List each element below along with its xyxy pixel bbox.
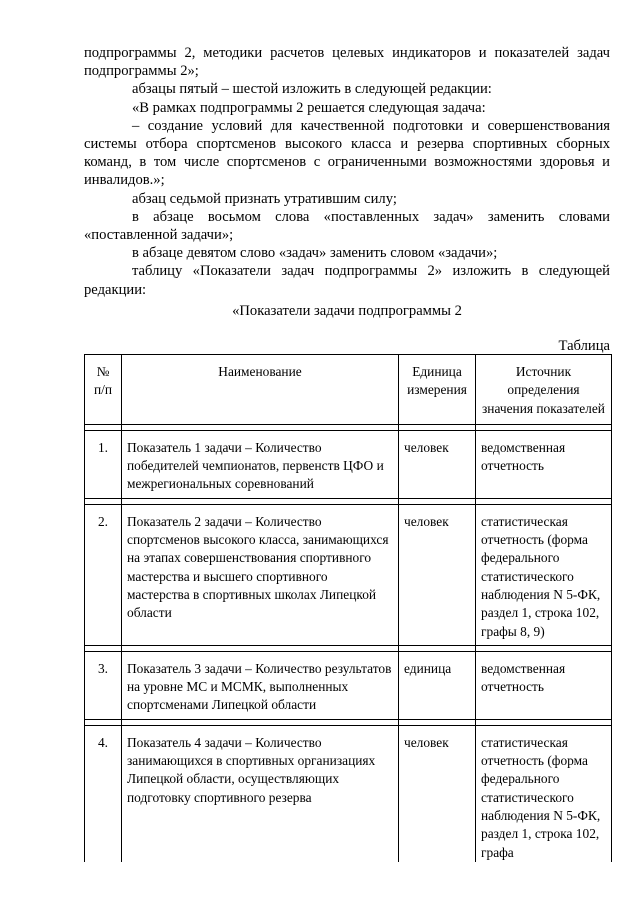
table-header-row [85,355,612,425]
row-source: ведомственная отчетность [476,430,612,498]
header-unit: Единица измерения [399,355,476,425]
table-row [85,430,612,498]
row-name: Показатель 4 задачи – Количество занимающихся в спортивных организациях Липецкой области, осуществляющих подготовку спортивного резерва [122,725,399,862]
row-source: статистическая отчетность (форма федерального статистического наблюдения N 5-ФК, раздел 1, строка 102, графы 8, 9) [476,504,612,645]
row-unit: человек [399,430,476,498]
row-source: ведомственная отчетность [476,651,612,719]
table-title: «Показатели задачи подпрограммы 2 [232,302,462,319]
table-row [85,651,612,719]
table-row [85,504,612,645]
paragraph-amendment-8: в абзаце восьмом слова «поставленных задач» заменить словами «поставленной задачи»; [84,208,610,244]
indicators-table [84,354,612,862]
header-name: Наименование [122,355,399,425]
row-number: 4. [85,725,122,862]
body-text [84,44,610,355]
table-row [85,725,612,862]
header-source: Источник определения значения показателей [476,355,612,425]
table-label: Таблица [558,338,610,355]
row-number: 2. [85,504,122,645]
paragraph-table-amendment: таблицу «Показатели задач подпрограммы 2» изложить в следующей редакции: [84,263,610,298]
paragraph-continuation: подпрограммы 2, методики расчетов целевых индикаторов и показателей задач подпрограммы 2»; [84,45,610,80]
paragraph-amendment-5-6: абзацы пятый – шестой изложить в следующей редакции: [132,81,492,98]
row-name: Показатель 3 задачи – Количество результатов на уровне МС и МСМК, выполненных спортсменами Липецкой области [122,651,399,719]
header-number: № п/п [85,355,122,425]
paragraph-task-text: – создание условий для качественной подготовки и совершенствования системы отбора спортсменов высокого класса и резерва спортивных сборных команд, в том числе спортсменов с ограниченными возможностями здоровья и инвалидов.»; [84,117,610,189]
row-source: статистическая отчетность (форма федерального статистического наблюдения N 5-ФК, раздел 1, строка 102, графа [476,725,612,862]
row-number: 1. [85,430,122,498]
paragraph-amendment-9: в абзаце девятом слово «задач» заменить словом «задачи»; [132,245,498,262]
row-name: Показатель 2 задачи – Количество спортсменов высокого класса, занимающихся на этапах совершенствования спортивного мастерства и высшего спортивного мастерства в спортивных школах Липецкой области [122,504,399,645]
paragraph-task-intro: «В рамках подпрограммы 2 решается следующая задача: [132,99,486,116]
row-number: 3. [85,651,122,719]
row-name: Показатель 1 задачи – Количество победителей чемпионатов, первенств ЦФО и межрегиональных соревнований [122,430,399,498]
row-unit: человек [399,504,476,645]
paragraph-amendment-7: абзац седьмой признать утратившим силу; [132,190,397,207]
row-unit: единица [399,651,476,719]
row-unit: человек [399,725,476,862]
